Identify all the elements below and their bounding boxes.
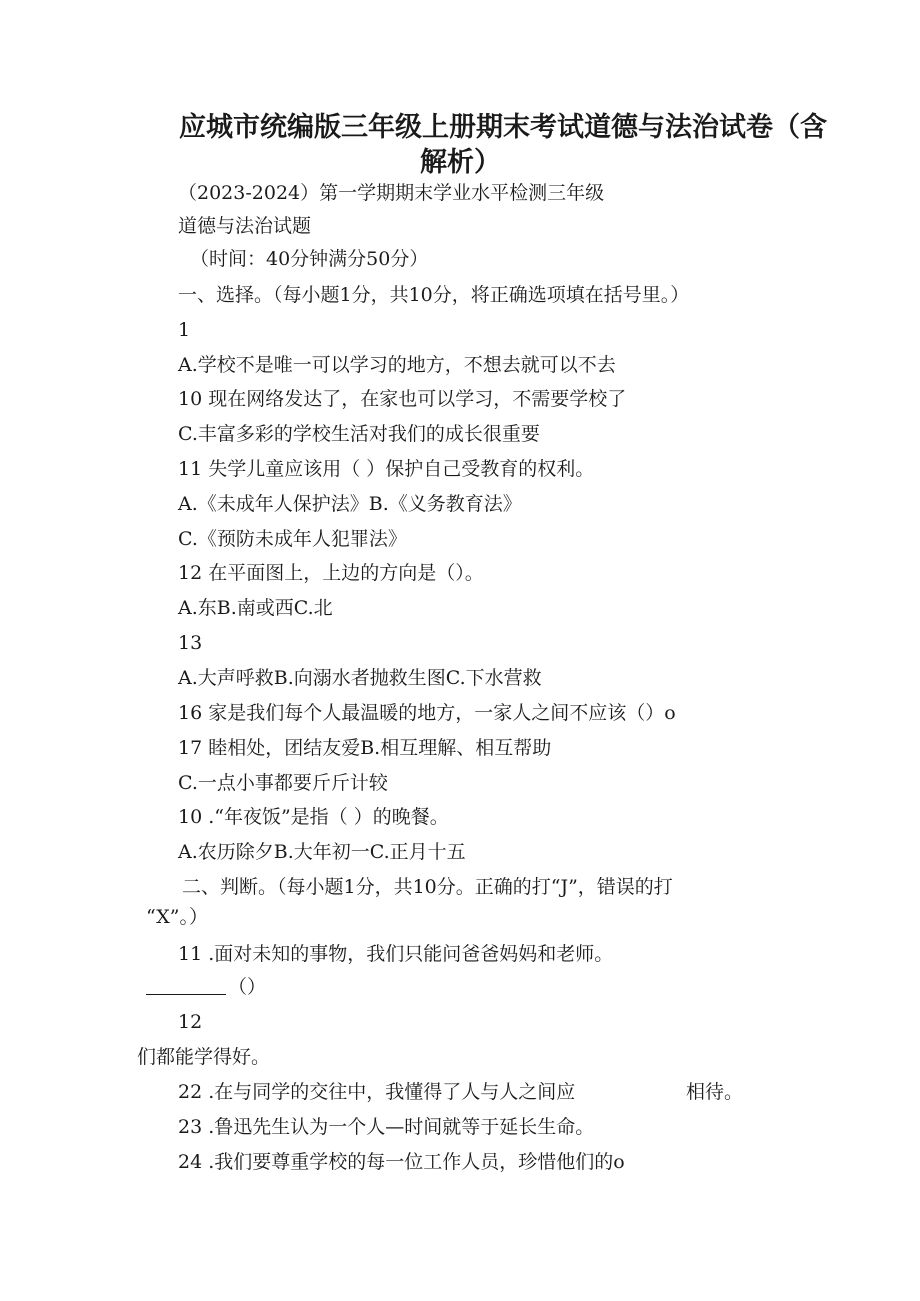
section1-line: 11 失学儿童应该用（ ）保护自己受教育的权利。 [178, 458, 595, 480]
judge-q11: 11 .面对未知的事物，我们只能问爸爸妈妈和老师。 [178, 943, 614, 965]
exam-subject: 道德与法治试题 [178, 215, 312, 237]
section1-line: A.《未成年人保护法》B.《义务教育法》 [178, 493, 522, 515]
section1-line: C.《预防未成年人犯罪法》 [178, 528, 407, 550]
section1-line: 17 睦相处，团结友爱B.相互理解、相互帮助 [178, 737, 552, 759]
exam-time-info: （时间：40分钟满分50分） [190, 248, 429, 270]
section2-heading: 二、判断。（每小题1分，共10分。正确的打“J”，错误的打 [182, 876, 673, 898]
section1-line: A.大声呼救B.向溺水者抛救生图C.下水营救 [178, 667, 542, 689]
judge-q12-cont: 们都能学得好。 [137, 1046, 271, 1068]
section1-line: 10 现在网络发达了，在家也可以学习，不需要学校了 [178, 388, 627, 410]
section1-line: 13 [178, 632, 203, 654]
section1-line: C.一点小事都要斤斤计较 [178, 772, 388, 794]
section1-line: A.农历除夕B.大年初一C.正月十五 [178, 841, 466, 863]
fill-q22-part1: 22 .在与同学的交往中，我懂得了人与人之间应 [178, 1081, 576, 1103]
judge-q12: 12 [178, 1011, 203, 1033]
section1-line: C.丰富多彩的学校生活对我们的成长很重要 [178, 423, 540, 445]
answer-blank-line [146, 994, 226, 995]
exam-subtitle: （2023-2024）第一学期期末学业水平检测三年级 [178, 182, 605, 204]
section1-line: 1 [178, 319, 191, 341]
judge-q11-paren: （） [228, 976, 267, 998]
section2-heading-cont: “X”。） [146, 906, 208, 928]
fill-q22-part2: 相待。 [686, 1081, 744, 1103]
section1-line: 12 在平面图上，上边的方向是（）。 [178, 562, 484, 584]
fill-q23: 23 .鲁迅先生认为一个人—时间就等于延长生命。 [178, 1116, 595, 1138]
document-title-line2: 解析） [420, 147, 501, 178]
section1-line: 16 家是我们每个人最温暖的地方，一家人之间不应该（）o [178, 702, 676, 724]
fill-q24: 24 .我们要尊重学校的每一位工作人员，珍惜他们的o [178, 1151, 625, 1173]
section1-heading: 一、选择。（每小题1分，共10分，将正确选项填在括号里。） [178, 284, 690, 306]
section1-line: 10 .“年夜饭”是指（ ）的晚餐。 [178, 806, 449, 828]
section1-line: A.东B.南或西C.北 [178, 597, 333, 619]
section1-line: A.学校不是唯一可以学习的地方，不想去就可以不去 [178, 354, 616, 376]
document-title-line1: 应城市统编版三年级上册期末考试道德与法治试卷（含 [179, 112, 827, 143]
